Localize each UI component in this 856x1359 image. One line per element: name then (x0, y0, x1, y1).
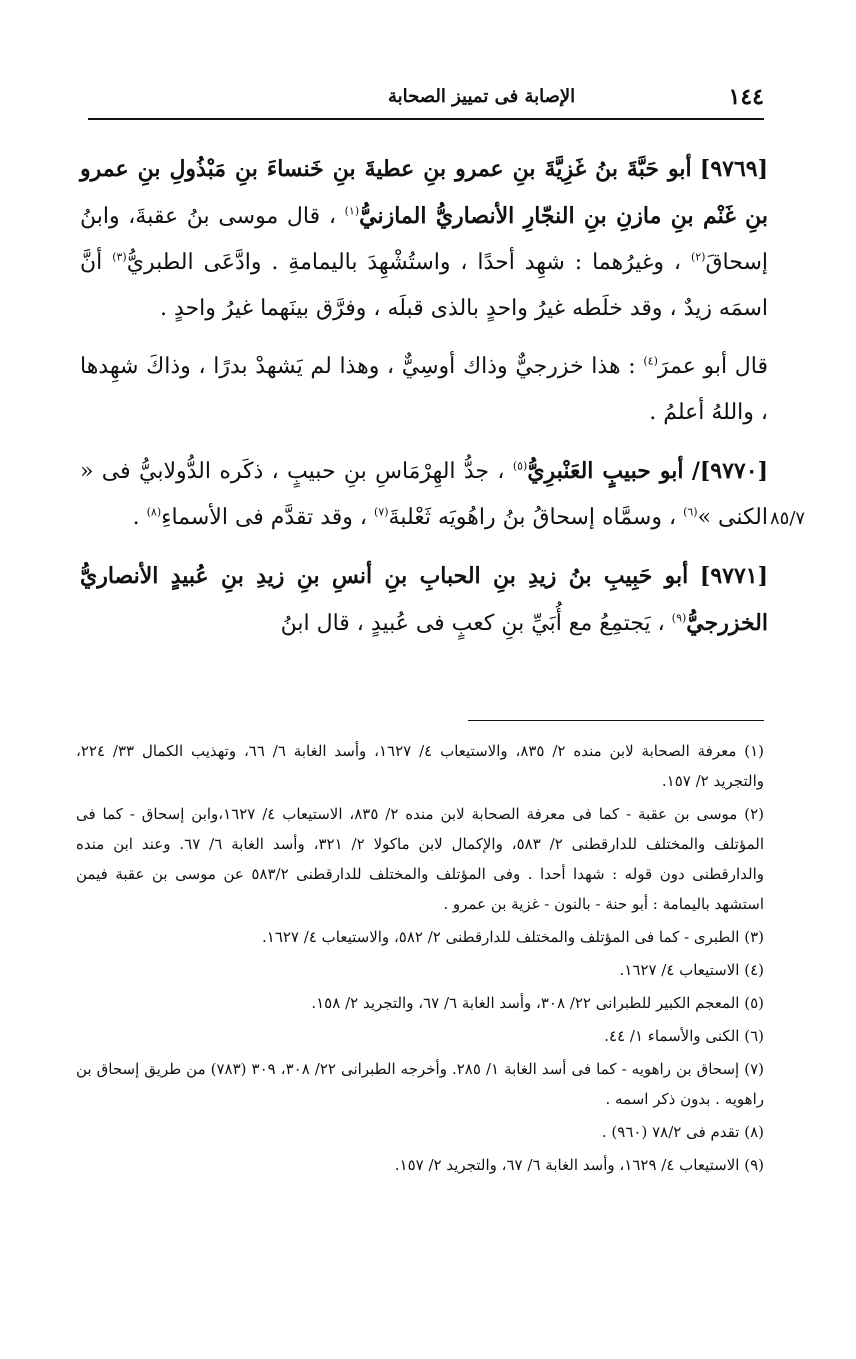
footnote-ref: (٧) (374, 505, 389, 519)
entry-name: أبو حبيبٍ العَنْبرِيُّ (527, 458, 684, 484)
entry-text: : هذا خزرجيٌّ وذاك أوسِيٌّ ، وهذا لم يَشهدْ بدرًا ، وذاكَ شهِدها ، واللهُ أعلمُ . (80, 354, 768, 425)
page-number: ١٤٤ (728, 84, 764, 110)
entry-text: ، وسمَّاه إسحاقُ بنُ راهُويَه ثَعْلبةَ (388, 505, 677, 530)
entry-9769 (80, 146, 768, 332)
margin-reference: ٨٥/٧ (770, 508, 806, 529)
entry-text: ، يَجتمِعُ مع أُبَيِّ بنِ كعبٍ فى عُبيدٍ ، قال ابنُ (280, 611, 665, 636)
footnote: (٧) إسحاق بن راهويه - كما فى أسد الغابة ١/ ٢٨٥. وأخرجه الطبرانى ٢٢/ ٣٠٨، ٣٠٩ (٧٨٣) من طريق إسحاق بن راهويه . بدون ذكر اسمه . (76, 1060, 764, 1108)
footnote-ref: (٥) (512, 459, 528, 473)
footnote: (٦) الكنى والأسماء ١/ ٤٤. (604, 1027, 764, 1045)
running-title: الإصابة فى تمييز الصحابة (388, 86, 576, 107)
entry-number: [٩٧٦٩] (699, 156, 768, 182)
footnote-ref: (٣) (112, 250, 127, 264)
entry-9771 (80, 553, 768, 647)
entry-text: ، وغيرُهما : شهِد أحدًا ، واستُشْهِدَ باليمامةِ . وادَّعَى الطبريُّ (126, 250, 682, 275)
footnote-ref: (٩) (671, 611, 687, 625)
footnote: (٢) موسى بن عقبة - كما فى معرفة الصحابة لابن منده ٢/ ٨٣٥، الاستيعاب ٤/ ١٦٢٧،وابن إسحاق - كما فى المؤتلف والمختلف للدارقطنى ٢/ ٥٨٣، والإكمال لابن ماكولا ٢/ ٣٢١، وأسد الغابة ٦/ ٦٧. وعند ابن منده والدارقطنى دون قوله : شهدا أحدا . وفى المؤتلف والمختلف للدارقطنى ٥٨٣/٢ عن موسى بن عقبة فيمن استشهد باليمامة : أبو حنة - بالنون - غزية بن عمرو . (76, 805, 765, 913)
footnote-separator (468, 720, 764, 721)
entry-text: ، جدُّ الهِرْمَاسِ بنِ حبيبٍ ، ذكَره الدُّولابيُّ فى « الكنى » (80, 459, 768, 530)
entry-9770 (80, 448, 768, 541)
footnote-ref: (٤) (643, 354, 658, 368)
footnotes (76, 736, 764, 1183)
entry-name: أبو حَبِيبِ بنُ زيدِ بنِ الحبابِ بنِ أنسِ بنِ زيدِ بنِ عُبيدٍ الأنصاريُّ الخزرجيُّ (80, 563, 768, 636)
footnote-ref: (٢) (690, 250, 706, 264)
footnote: (٨) تقدم فى ٧٨/٢ (٩٦٠) . (601, 1123, 764, 1141)
header-rule (88, 118, 764, 120)
entry-text: قال أبو عمرَ (657, 354, 769, 379)
entry-number: [٩٧٧١] (699, 563, 768, 589)
page-header (88, 84, 764, 114)
footnote: (٤) الاستيعاب ٤/ ١٦٢٧. (619, 961, 764, 979)
footnote: (٥) المعجم الكبير للطبرانى ٢٢/ ٣٠٨، وأسد الغابة ٦/ ٦٧، والتجريد ٢/ ١٥٨. (311, 994, 764, 1012)
entry-text: ، قال موسى بنُ عقبةَ، وابنُ إسحاقَ (80, 204, 768, 275)
footnote-ref: (٨) (146, 505, 162, 519)
entry-name: أبو حَبَّةَ بنُ غَزِيَّةَ بنِ عمرو بنِ عطيةَ بنِ خَنساءَ بنِ مَبْذُولِ بنِ عمرو بنِ غَنْم بنِ مازنِ بنِ النجّارِ الأنصاريُّ المازنيُّ (80, 156, 768, 229)
entry-9769-comment (80, 344, 768, 436)
entry-text: ، وقد تقدَّم فى الأسماءِ (161, 505, 368, 530)
footnote-ref: (١) (344, 204, 360, 218)
entry-number: [٩٧٧٠]/ (691, 458, 768, 484)
entry-text: أنَّ اسمَه زيدٌ ، وقد خلَطه غيرُ واحدٍ بالذى قبلَه ، وفرَّق بينَهما غيرُ واحدٍ . (80, 250, 768, 321)
footnote: (٣) الطبرى - كما فى المؤتلف والمختلف للدارقطنى ٢/ ٥٨٢، والاستيعاب ٤/ ١٦٢٧. (261, 928, 764, 946)
entry-text: . (132, 505, 140, 530)
footnote-ref: (٦) (683, 505, 698, 519)
footnote: (١) معرفة الصحابة لابن منده ٢/ ٨٣٥، والاستيعاب ٤/ ١٦٢٧، وأسد الغابة ٦/ ٦٦، وتهذيب الكمال ٣٣/ ٢٢٤، والتجريد ٢/ ١٥٧. (76, 742, 765, 790)
main-text (80, 146, 768, 659)
footnote: (٩) الاستيعاب ٤/ ١٦٢٩، وأسد الغابة ٦/ ٦٧، والتجريد ٢/ ١٥٧. (394, 1156, 764, 1174)
